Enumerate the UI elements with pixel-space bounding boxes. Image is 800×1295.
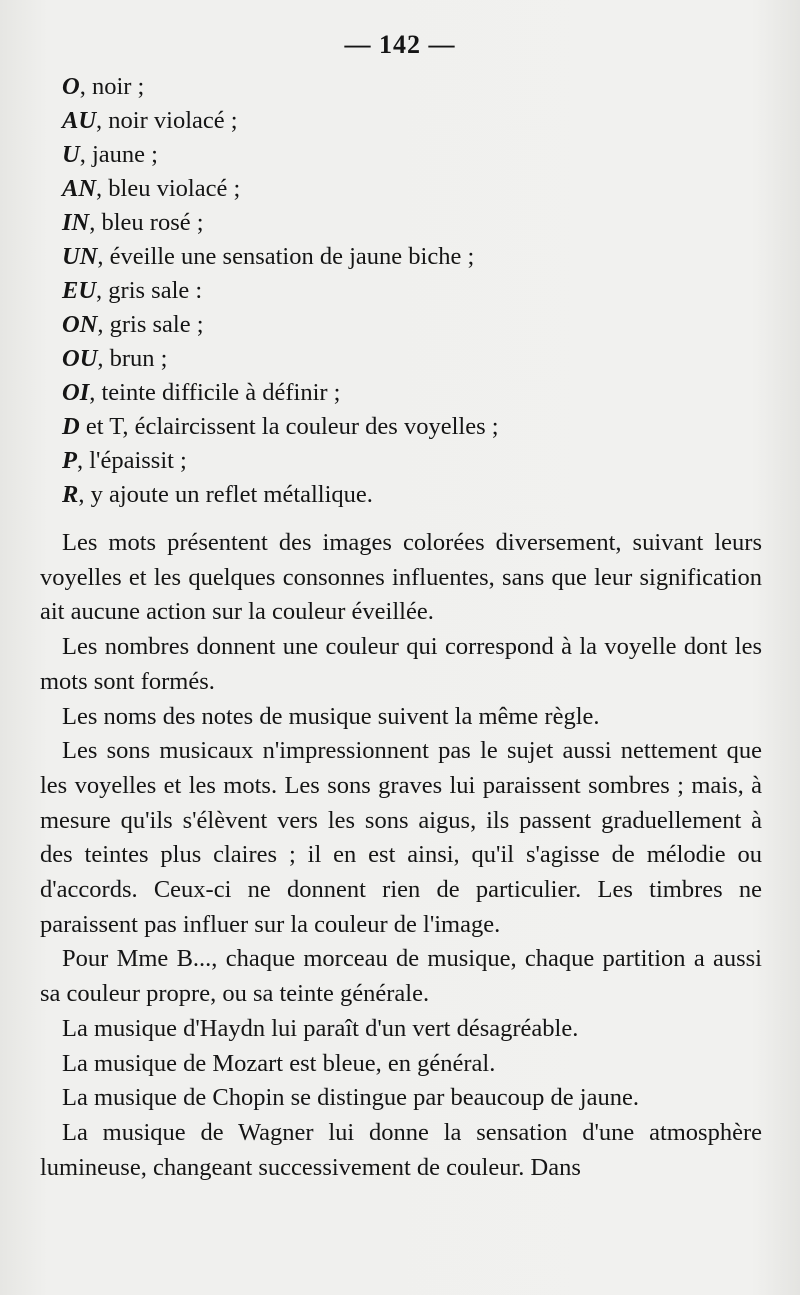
paragraph: La musique de Chopin se distingue par beaucoup de jaune. [62, 1084, 639, 1112]
list-item-text: et T, éclaircissent la couleur des voyelles ; [79, 413, 499, 440]
list-item-text: , teinte difficile à définir ; [89, 379, 341, 406]
list-item-key: OI [62, 379, 90, 406]
list-item [62, 308, 762, 342]
list-item-key: EU [62, 277, 97, 304]
list-item [62, 138, 762, 172]
list-item-text: , éveille une sensation de jaune biche ; [97, 243, 475, 270]
list-item-text: , jaune ; [79, 141, 158, 168]
list-item [62, 70, 762, 104]
list-item [62, 206, 762, 240]
list-item-key: IN [62, 209, 90, 236]
list-item-key: R [62, 481, 79, 508]
list-item [62, 172, 762, 206]
list-item-key: OU [62, 345, 98, 372]
list-item [62, 240, 762, 274]
paragraph: Les sons musicaux n'impressionnent pas le sujet aussi nettement que les voyelles et les mots. Les sons graves lui paraissent sombres ; mais, à mesure qu'ils s'élèvent vers les sons aigus, ils passent graduellement à des teintes plus claires ; il en est ainsi, qu'il s'agisse de mélodie ou d'accords. Ceux-ci ne donnent rien de particulier. Les timbres ne paraissent pas influer sur la couleur de l'image. [40, 737, 762, 938]
list-item-text: , y ajoute un reflet métallique. [78, 481, 373, 508]
list-item-text: , noir violacé ; [96, 107, 238, 134]
list-item-text: , brun ; [97, 345, 168, 372]
list-item [62, 376, 762, 410]
paragraph: La musique de Wagner lui donne la sensation d'une atmosphère lumineuse, changeant successivement de couleur. Dans [40, 1118, 762, 1181]
list-item-key: O [62, 73, 80, 100]
list-item [62, 444, 762, 478]
list-item-key: UN [62, 243, 98, 270]
list-item-key: D [62, 413, 80, 440]
list-item-key: AN [62, 175, 97, 202]
list-item-key: ON [62, 311, 98, 338]
list-item [62, 274, 762, 308]
page-number: — 142 — [344, 30, 456, 59]
vowel-color-list [62, 70, 762, 512]
list-item [62, 104, 762, 138]
list-item-key: U [62, 141, 80, 168]
list-item-key: P [62, 447, 77, 474]
paragraph: Les noms des notes de musique suivent la même règle. [62, 702, 600, 730]
list-item-text: , gris sale : [96, 277, 203, 304]
paragraph: Les mots présentent des images colorées diversement, suivant leurs voyelles et les quelques consonnes influentes, sans que leur signification ait aucune action sur la couleur éveillée. [40, 529, 762, 626]
list-item-text: , gris sale ; [97, 311, 204, 338]
list-item [62, 478, 762, 512]
list-item-text: , l'épaissit ; [76, 447, 187, 474]
list-item [62, 342, 762, 376]
list-item [62, 410, 762, 444]
list-item-text: , bleu violacé ; [96, 175, 241, 202]
list-item-text: , noir ; [79, 73, 145, 100]
list-item-text: , bleu rosé ; [89, 209, 204, 236]
paragraph: Les nombres donnent une couleur qui correspond à la voyelle dont les mots sont formés. [40, 633, 762, 695]
body-text [40, 526, 762, 1185]
paragraph: La musique d'Haydn lui paraît d'un vert désagréable. [62, 1014, 579, 1042]
paragraph: La musique de Mozart est bleue, en général. [62, 1049, 496, 1077]
paragraph: Pour Mme B..., chaque morceau de musique, chaque partition a aussi sa couleur propre, ou sa teinte générale. [40, 945, 762, 1008]
list-item-key: AU [62, 107, 97, 134]
